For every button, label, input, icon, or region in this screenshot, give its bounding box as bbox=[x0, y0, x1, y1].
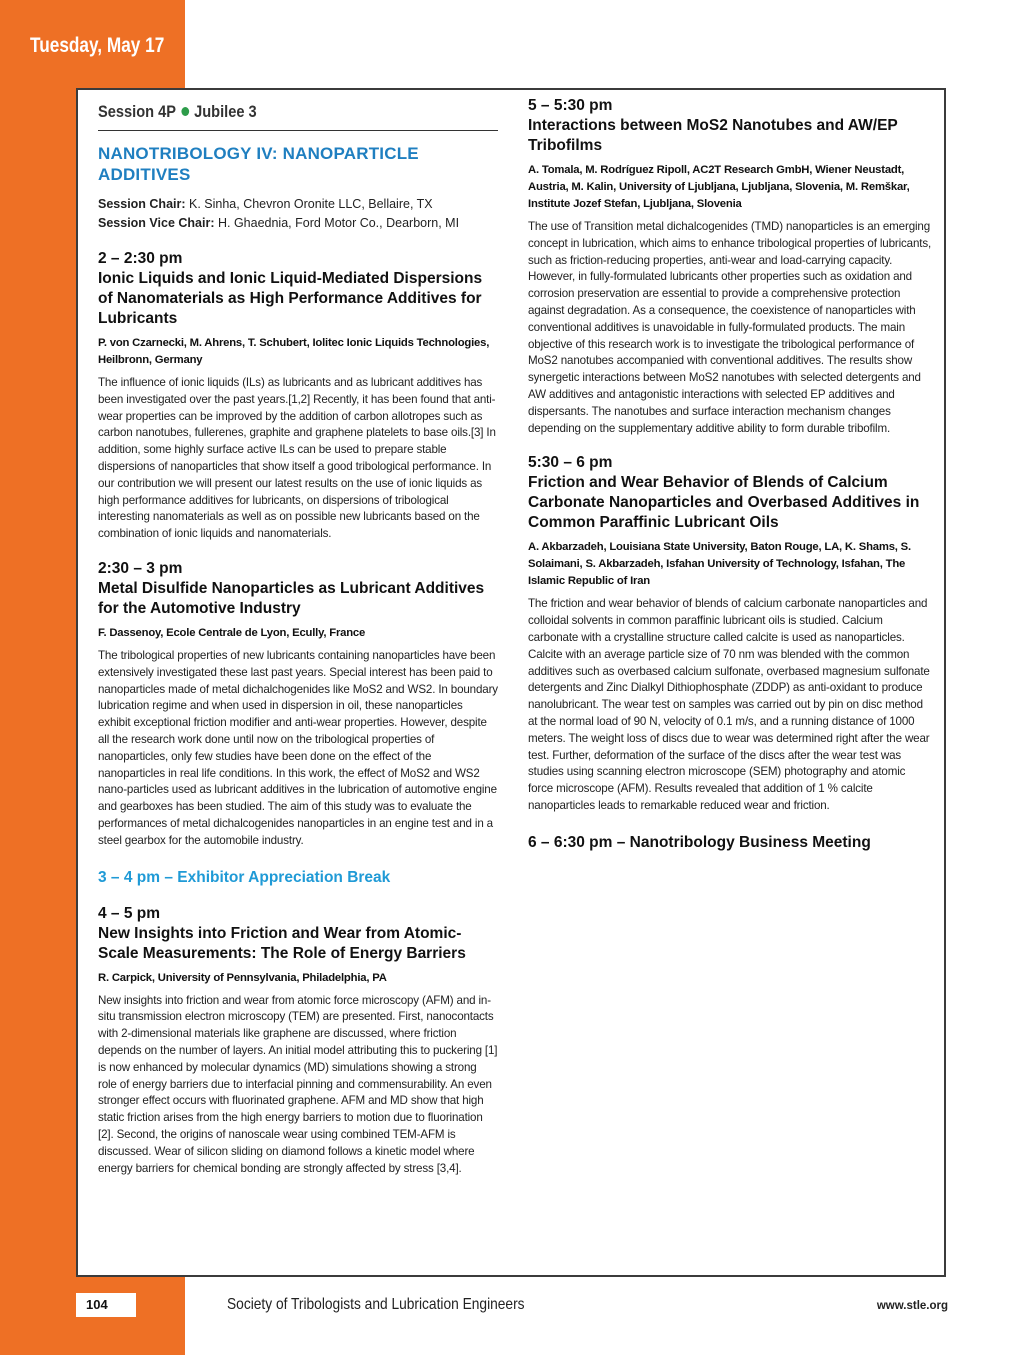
talk-abstract: New insights into friction and wear from atomic force microscopy (AFM) and in-situ transmission electron microscopy (TEM) are presented. First, nanocontacts with 2-dimensional materials like graphene are discussed, where friction depends on the number of layers. An initial model attributing this to puckering [1] is now enhanced by molecular dynamics (MD) simulations showing a strong role of energy barriers due to interfacial pinning and commensurability. An even stronger effect occurs with fluorinated graphene. AFM and MD show that high static friction arises from the high energy barriers to motion due to fluorination [2]. Second, the origins of nanoscale wear using combined TEM-AFM is discussed. Wear of silicon sliding on diamond follows a kinetic model where energy barriers for chemical bonding are strongly affected by stress [3,4]. bbox=[98, 993, 498, 1175]
page-number: 104 bbox=[76, 1293, 136, 1317]
talk-time: 5:30 – 6 pm bbox=[528, 454, 613, 472]
talk-authors: F. Dassenoy, Ecole Centrale de Lyon, Ecully, France bbox=[98, 626, 366, 639]
left-column bbox=[98, 90, 498, 1177]
session-chairs bbox=[98, 195, 498, 233]
session-room: Jubilee 3 bbox=[194, 102, 257, 121]
talk-authors: P. von Czarnecki, M. Ahrens, T. Schubert, Iolitec Ionic Liquids Technologies, Heilbronn, Germany bbox=[98, 337, 490, 366]
exhibitor-break: 3 – 4 pm – Exhibitor Appreciation Break bbox=[98, 868, 391, 886]
page-footer bbox=[0, 1293, 1024, 1355]
right-column bbox=[528, 90, 933, 853]
business-meeting: 6 – 6:30 pm – Nanotribology Business Meeting bbox=[528, 833, 871, 851]
talk-authors: A. Akbarzadeh, Louisiana State University, Baton Rouge, LA, K. Shams, S. Solaimani, S. Akbarzadeh, Isfahan University of Technology, Isfahan, The Islamic Republic of Iran bbox=[528, 541, 911, 588]
talk-time: 4 – 5 pm bbox=[98, 904, 161, 922]
talk-time: 5 – 5:30 pm bbox=[528, 97, 613, 114]
talk-title: New Insights into Friction and Wear from Atomic-Scale Measurements: The Role of Energy Barriers bbox=[98, 924, 466, 962]
talk-4 bbox=[528, 96, 933, 437]
talk-1 bbox=[98, 249, 498, 543]
website-link[interactable]: www.stle.org bbox=[876, 1300, 948, 1312]
session-title-line-1: NANOTRIBOLOGY IV: NANOPARTICLE bbox=[98, 144, 419, 163]
session-vice-chair-name: H. Ghaednia, Ford Motor Co., Dearborn, MI bbox=[214, 216, 460, 230]
bullet-dot-icon bbox=[181, 107, 189, 116]
talk-abstract: The friction and wear behavior of blends of calcium carbonate nanoparticles and colloidal solvents in common paraffinic lubricant oils is studied. Calcium carbonate with a crystalline structure called calcite is used as nanoparticles. Calcite with an average particle size of 70 nm was blended with the common additives such as overbased calcium sulfonate, overbased magnesium sulfonate detergents and Zinc Dialkyl Dithiophosphate (ZDDP) as anti-oxidant to produce nanolubricant. The wear test on samples was carried out by pin on disc method at the normal load of 90 N, velocity of 0.1 m/s, and a running distance of 1000 meters. The weight loss of discs due to wear was determined right after the wear test. Further, deformation of the surface of the discs after the wear test was studies using scanning electron microscope (SEM) photography and atomic force microscope (AFM). Results revealed that addition of 1 % calcite nanoparticles leads to remarkable reduced wear and friction. bbox=[528, 597, 930, 812]
session-title-line-2: ADDITIVES bbox=[98, 165, 191, 184]
talk-title: Ionic Liquids and Ionic Liquid-Mediated Dispersions of Nanomaterials as High Performance Additives for Lubricants bbox=[98, 270, 483, 327]
session-divider bbox=[98, 130, 498, 131]
talk-abstract: The influence of ionic liquids (ILs) as lubricants and as lubricant additives has been investigated over the past years.[1,2] Recently, it has been found that anti-wear properties can be improved by the addition of carbon allotropes such as carbon nanotubes, fullerenes, graphite and graphene platelets to base oils.[3] In addition, some highly surface active ILs can be used to prepare stable dispersions of nanoparticles that show itself a good tribological performance. In our contribution we will present our latest results on the use of ionic liquids as high performance additives for lubricants, on dispersions of tribological interesting nanomaterials as well as on possible new lubricants based on the combination of ionic liquids and nanomaterials. bbox=[98, 376, 496, 541]
talk-5 bbox=[528, 453, 933, 814]
talk-authors: R. Carpick, University of Pennsylvania, Philadelphia, PA bbox=[98, 971, 387, 984]
session-panel bbox=[76, 88, 946, 1277]
talk-abstract: The use of Transition metal dichalcogenides (TMD) nanoparticles is an emerging concept in lubrication, which aims to enhance tribological properties of lubricants, such as friction-reducing properties, anti-wear and load-carrying capacity. However, in fully-formulated lubricants other properties such as oxidation and corrosion preservation are essential to provide a comprehensive protection against degradation. As a consequence, the coexistence of nanoparticles with conventional additives is unavoidable in fully-formulated products. The main objective of this research work is to investigate the tribological performance of MoS2 nanotubes accompanied with conventional additives. The results show synergetic interactions between MoS2 nanotubes with selected detergents and AW additives and antagonistic interactions with selected EP additives and dispersants. The nanotubes and surface interaction mechanism changes depending on the supplementary additive ability to form durable tribofilm. bbox=[528, 220, 932, 435]
session-number: Session 4P bbox=[98, 102, 177, 121]
session-label bbox=[98, 102, 442, 124]
talk-title: Interactions between MoS2 Nanotubes and AW/EP Tribofilms bbox=[528, 117, 898, 154]
talk-2 bbox=[98, 559, 498, 850]
day-heading: Tuesday, May 17 bbox=[30, 34, 165, 57]
talk-3 bbox=[98, 904, 498, 1178]
session-vice-chair-label: Session Vice Chair: bbox=[98, 216, 215, 230]
talk-time: 2:30 – 3 pm bbox=[98, 559, 183, 577]
session-chair-label: Session Chair: bbox=[98, 197, 186, 211]
session-chair-name: K. Sinha, Chevron Oronite LLC, Bellaire, TX bbox=[185, 197, 433, 211]
session-title bbox=[98, 143, 498, 185]
talk-abstract: The tribological properties of new lubricants containing nanoparticles have been extensively investigated these last past years. Special interest has been paid to nanoparticles made of metal dichalchogenides like MoS2 and WS2. In boundary lubrication regime and when used in dispersion in oil, these nanoparticles exhibit exceptional friction modifier and anti-wear properties. However, despite all the research work done until now on the tribological properties of nanoparticles, only few studies have been done on the effect of the nanoparticles in real life conditions. In this work, the effect of MoS2 and WS2 nano-particles used as lubricant additives in the lubrication of automotive engine and gearboxes has been studied. The aim of this study was to evaluate the performances of metal dichalcogenides nanoparticles in an engine test and in a steel gearbox for the automobile industry. bbox=[98, 648, 498, 847]
talk-time: 2 – 2:30 pm bbox=[98, 250, 183, 267]
talk-title: Friction and Wear Behavior of Blends of Calcium Carbonate Nanoparticles and Overbased Additives in Common Paraffinic Lubricant Oils bbox=[528, 474, 920, 532]
talk-authors: A. Tomala, M. Rodríguez Ripoll, AC2T Research GmbH, Wiener Neustadt, Austria, M. Kalin, University of Ljubljana, Ljubljana, Slovenia, M. Remškar, Institute Jozef Stefan, Ljubljana, Slovenia bbox=[528, 164, 910, 210]
talk-title: Metal Disulfide Nanoparticles as Lubricant Additives for the Automotive Industry bbox=[98, 579, 485, 617]
organization-name: Society of Tribologists and Lubrication Engineers bbox=[227, 1296, 525, 1313]
session-vice-chair bbox=[98, 214, 498, 233]
session-chair bbox=[98, 195, 498, 214]
